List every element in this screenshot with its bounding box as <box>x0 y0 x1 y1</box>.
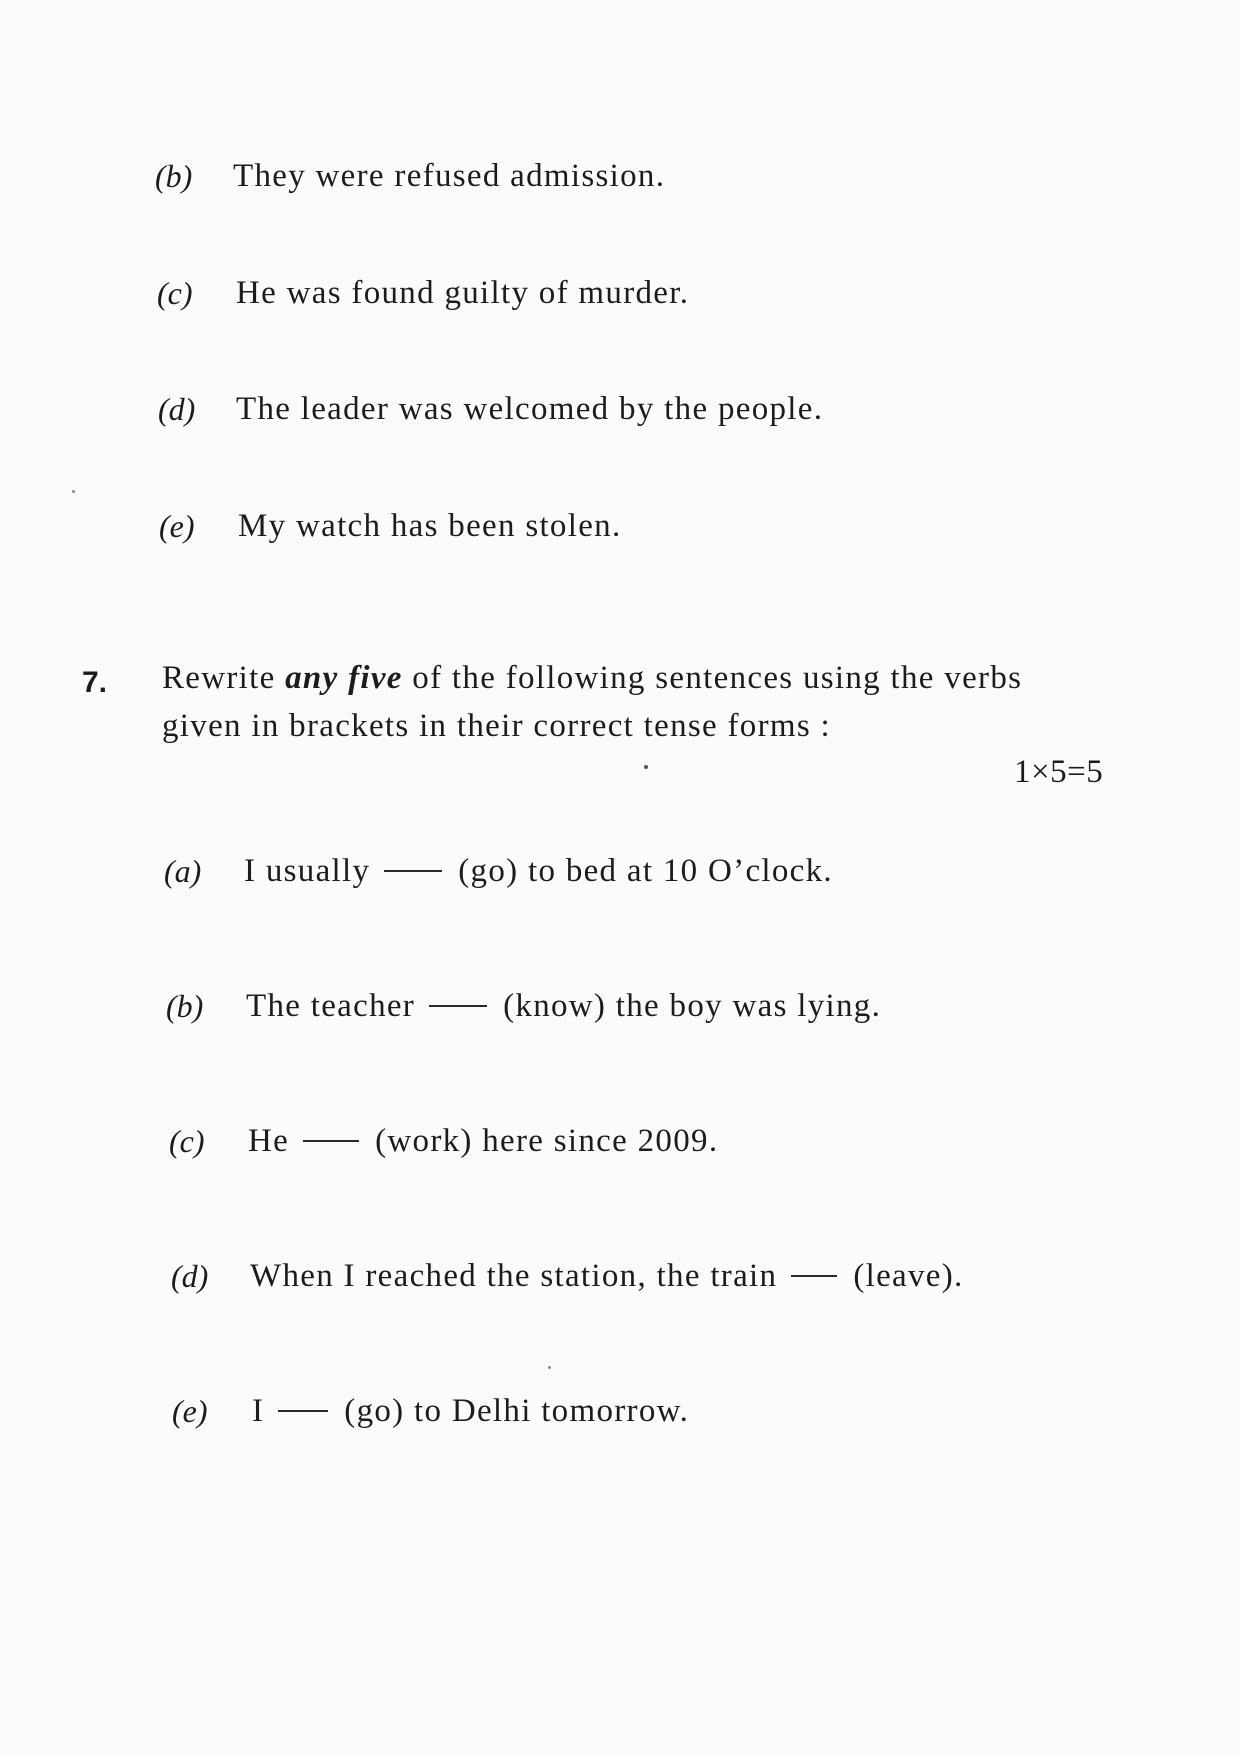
item-sentence <box>248 1125 718 1158</box>
item-sentence <box>250 1260 964 1293</box>
item-label: (e) <box>172 1393 208 1429</box>
item-label: (c) <box>157 275 193 311</box>
blank-line <box>791 1275 837 1277</box>
instruction-emphasis: any five <box>285 660 403 696</box>
sentence-start: I <box>252 1393 265 1429</box>
sentence-start: I usually <box>244 853 371 889</box>
item-label: (e) <box>159 508 195 544</box>
item-text: The leader was welcomed by the people. <box>236 391 824 427</box>
item-sentence <box>244 855 833 888</box>
instruction-text: given in brackets in their correct tense forms : <box>162 708 832 744</box>
sentence-end: (know) the boy was lying. <box>503 988 882 1024</box>
item-label: (d) <box>158 391 196 427</box>
question-instruction-line-1 <box>162 662 1022 695</box>
item-text: He was found guilty of murder. <box>236 275 690 311</box>
sentence-end: (leave). <box>853 1258 964 1294</box>
item-label: (b) <box>155 158 193 194</box>
sentence-end: (work) here since 2009. <box>375 1123 719 1159</box>
scan-speck <box>72 490 75 493</box>
scan-speck <box>548 1366 551 1369</box>
item-text: My watch has been stolen. <box>238 508 622 544</box>
sentence-start: The teacher <box>246 988 416 1024</box>
item-sentence <box>252 1395 689 1428</box>
item-label: (d) <box>171 1258 209 1294</box>
sentence-end: (go) to bed at 10 O’clock. <box>458 853 833 889</box>
blank-line <box>303 1140 359 1142</box>
blank-line <box>429 1005 487 1007</box>
scan-speck <box>644 765 648 769</box>
item-label: (b) <box>166 988 204 1024</box>
question-instruction-line-2 <box>162 710 831 743</box>
instruction-text: of the following sentences using the verbs <box>412 660 1023 696</box>
sentence-start: When I reached the station, the train <box>250 1258 778 1294</box>
item-sentence <box>246 990 881 1023</box>
blank-line <box>278 1410 328 1412</box>
question-number: 7. <box>82 666 108 699</box>
blank-line <box>384 870 442 872</box>
marks-allocation: 1×5=5 <box>1014 754 1104 790</box>
sentence-end: (go) to Delhi tomorrow. <box>344 1393 690 1429</box>
sentence-start: He <box>248 1123 290 1159</box>
item-label: (c) <box>169 1123 205 1159</box>
item-label: (a) <box>164 853 202 889</box>
instruction-text: Rewrite <box>162 660 276 696</box>
item-text: They were refused admission. <box>233 158 666 194</box>
